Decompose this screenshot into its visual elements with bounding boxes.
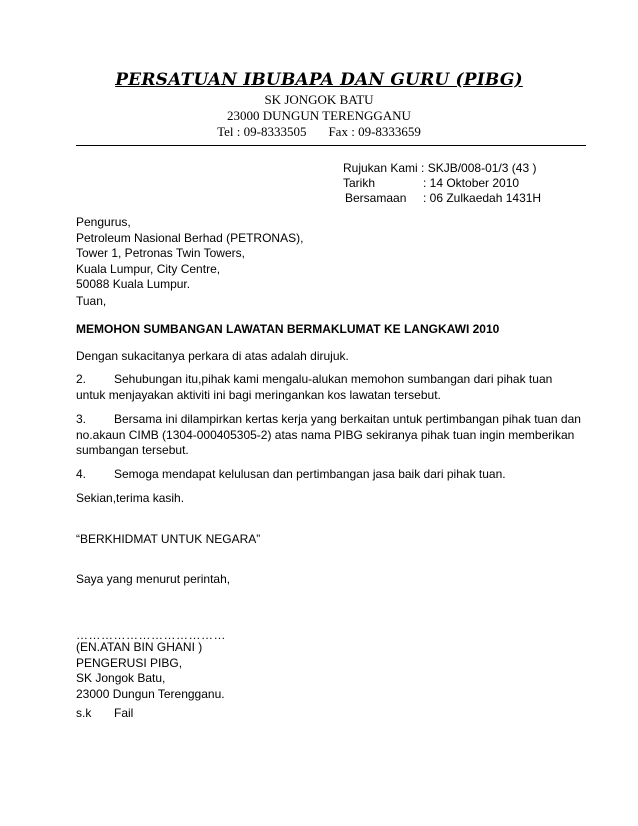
paragraph-3	[76, 412, 596, 459]
recipient-line: Kuala Lumpur, City Centre,	[76, 261, 221, 276]
closing-line: Sekian,terima kasih.	[76, 491, 185, 505]
ref-bersamaan-value: : 06 Zulkaedah 1431H	[423, 191, 542, 205]
paragraph-4	[76, 467, 596, 483]
letterhead-contact	[0, 124, 638, 140]
motto: “BERKHIDMAT UNTUK NEGARA”	[76, 532, 261, 546]
ref-rujukan-value: : SKJB/008-01/3 (43 )	[421, 161, 537, 175]
recipient-line: Pengurus,	[76, 215, 131, 229]
subject-line: MEMOHON SUMBANGAN LAWATAN BERMAKLUMAT KE LANGKAWI 2010	[76, 322, 500, 336]
paragraph-text: Bersama ini dilampirkan kertas kerja yang berkaitan untuk pertimbangan pihak tuan dan	[114, 412, 581, 426]
ref-tarikh-label: Tarikh	[343, 176, 376, 190]
recipient-line: 50088 Kuala Lumpur.	[76, 277, 191, 291]
letterhead-tel: Tel : 09-8333505	[217, 124, 307, 139]
ref-tarikh-value: : 14 Oktober 2010	[423, 176, 520, 190]
ref-bersamaan	[343, 191, 541, 206]
ref-bersamaan-label: Bersamaan	[345, 191, 407, 205]
paragraph-text: sumbangan tersebut.	[76, 443, 189, 457]
ref-rujukan-label: Rujukan Kami	[343, 161, 418, 175]
letterhead-title: PERSATUAN IBUBAPA DAN GURU (PIBG)	[115, 70, 523, 90]
letterhead-divider	[76, 145, 586, 146]
letterhead-fax: Fax : 09-8333659	[328, 124, 421, 139]
paragraph-number: 4.	[76, 467, 87, 481]
letterhead-address: 23000 DUNGUN TERENGGANU	[227, 108, 411, 123]
signoff: Saya yang menurut perintah,	[76, 572, 231, 586]
ref-rujukan	[343, 161, 541, 176]
recipient-address	[76, 215, 596, 293]
recipient-line: Tower 1, Petronas Twin Towers,	[76, 246, 245, 260]
signatory-line: PENGERUSI PIBG,	[76, 655, 183, 670]
letterhead-school: SK JONGOK BATU	[264, 92, 374, 107]
copy-to-value: Fail	[114, 706, 134, 720]
signatory-line: 23000 Dungun Terengganu.	[76, 686, 225, 701]
reference-block	[343, 161, 541, 206]
recipient-line: Petroleum Nasional Berhad (PETRONAS),	[76, 230, 304, 245]
signatory-line: (EN.ATAN BIN GHANI )	[76, 640, 203, 654]
paragraph-2	[76, 372, 596, 403]
paragraph-text: no.akaun CIMB (1304-000405305-2) atas nama PIBG sekiranya pihak tuan ingin memberikan	[76, 427, 575, 442]
signatory-block	[76, 640, 596, 702]
ref-tarikh	[343, 176, 541, 191]
paragraph-number: 3.	[76, 412, 87, 426]
intro-paragraph: Dengan sukacitanya perkara di atas adalah dirujuk.	[76, 349, 349, 363]
copy-to-label: s.k	[76, 706, 92, 720]
copy-to	[76, 706, 596, 722]
paragraph-number: 2.	[76, 372, 87, 386]
paragraph-text: Sehubungan itu,pihak kami mengalu-alukan memohon sumbangan dari pihak tuan	[114, 372, 553, 386]
signatory-line: SK Jongok Batu,	[76, 671, 166, 685]
signature-line: ………………………………	[76, 628, 226, 642]
paragraph-text: untuk menjayakan aktiviti ini bagi meringankan kos lawatan tersebut.	[76, 387, 441, 402]
paragraph-text: Semoga mendapat kelulusan dan pertimbangan jasa baik dari pihak tuan.	[114, 467, 506, 481]
salutation: Tuan,	[76, 294, 107, 308]
